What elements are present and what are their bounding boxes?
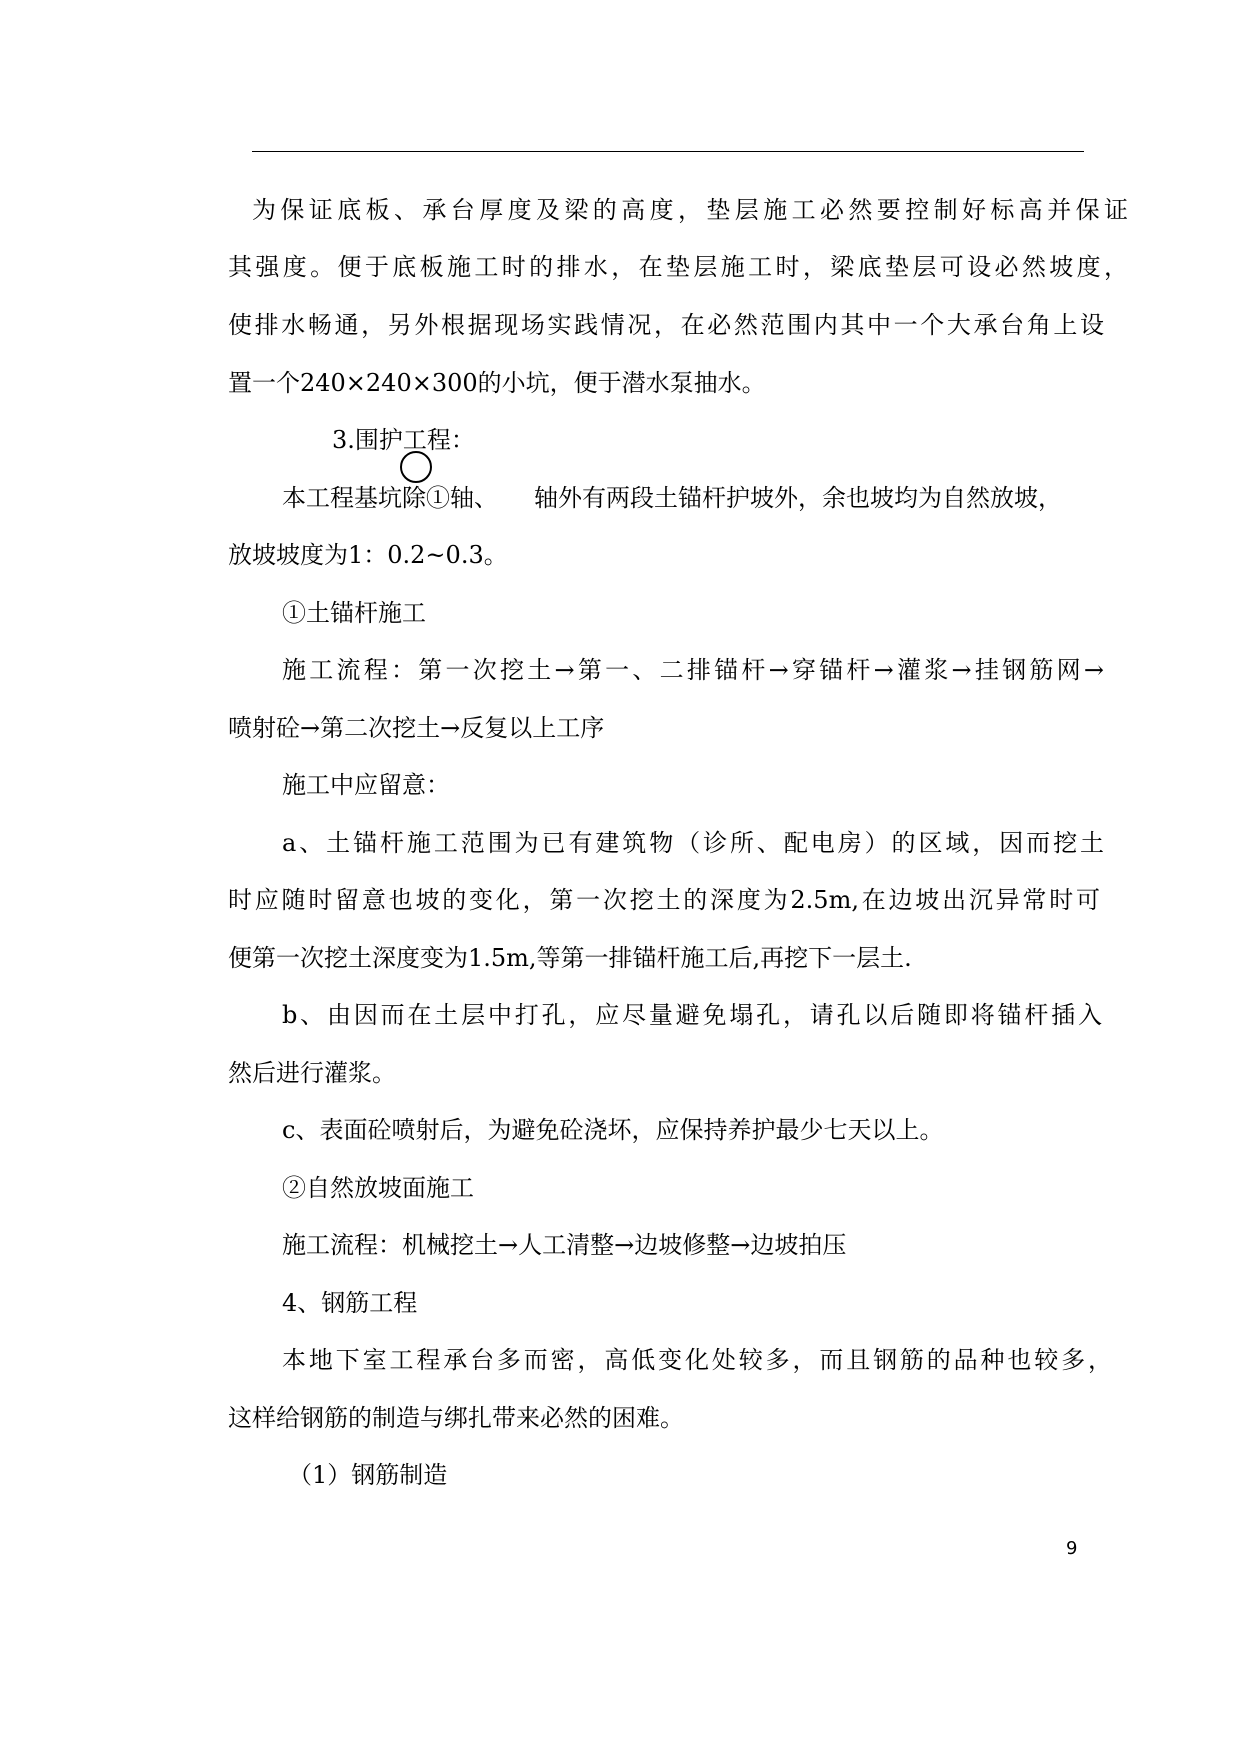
subsection-heading: （1）钢筋制造: [288, 1461, 448, 1489]
paragraph-line: 其强度。便于底板施工时的排水，在垫层施工时，梁底垫层可设必然坡度，: [228, 253, 1128, 281]
paragraph-line: 便第一次挖土深度变为1.5m,等第一排锚杆施工后,再挖下一层土.: [228, 944, 912, 972]
paragraph-line: a、土锚杆施工范围为已有建筑物（诊所、配电房）的区域，因而挖土: [282, 829, 1104, 857]
paragraph-line: 然后进行灌浆。: [228, 1059, 396, 1087]
paragraph-segment: 轴外有两段土锚杆护坡外，余也坡均为自然放坡，: [534, 484, 1062, 512]
paragraph-line: 使排水畅通，另外根据现场实践情况，在必然范围内其中一个大承台角上设: [228, 311, 1104, 339]
section-heading: 3.围护工程：: [332, 426, 475, 454]
section-heading: 4、钢筋工程: [282, 1289, 418, 1317]
paragraph-line: 置一个240×240×300的小坑，便于潜水泵抽水。: [228, 369, 766, 397]
paragraph-line: 放坡坡度为1：0.2~0.3。: [228, 541, 508, 569]
paragraph-line: 这样给钢筋的制造与绑扎带来必然的困难。: [228, 1404, 684, 1432]
page-number: 9: [1066, 1538, 1078, 1559]
subsection-heading: ②自然放坡面施工: [282, 1174, 474, 1202]
paragraph-line: b、由因而在土层中打孔，应尽量避免塌孔，请孔以后随即将锚杆插入: [282, 1001, 1102, 1029]
paragraph-line: [282, 483, 1128, 513]
paragraph-line: 喷射砼→第二次挖土→反复以上工序: [228, 714, 605, 742]
paragraph-line: 本地下室工程承台多而密，高低变化处较多，而且钢筋的品种也较多，: [282, 1346, 1112, 1374]
paragraph-line: 时应随时留意也坡的变化，第一次挖土的深度为2.5m,在边坡出沉异常时可: [228, 886, 1100, 914]
header-rule: [252, 151, 1084, 152]
circle-mark: [400, 451, 432, 483]
paragraph-line: 施工中应留意：: [282, 771, 450, 799]
subsection-heading: ①土锚杆施工: [282, 599, 426, 627]
paragraph-line: 为保证底板、承台厚度及梁的高度，垫层施工必然要控制好标高并保证: [252, 196, 1128, 224]
paragraph-segment: 本工程基坑除①轴、: [282, 484, 498, 512]
paragraph-line: c、表面砼喷射后，为避免砼浇坏，应保持养护最少七天以上。: [282, 1116, 944, 1144]
paragraph-line: 施工流程：机械挖土→人工清整→边坡修整→边坡拍压: [282, 1231, 847, 1259]
paragraph-line: 施工流程：第一次挖土→第一、二排锚杆→穿锚杆→灌浆→挂钢筋网→: [282, 656, 1104, 684]
